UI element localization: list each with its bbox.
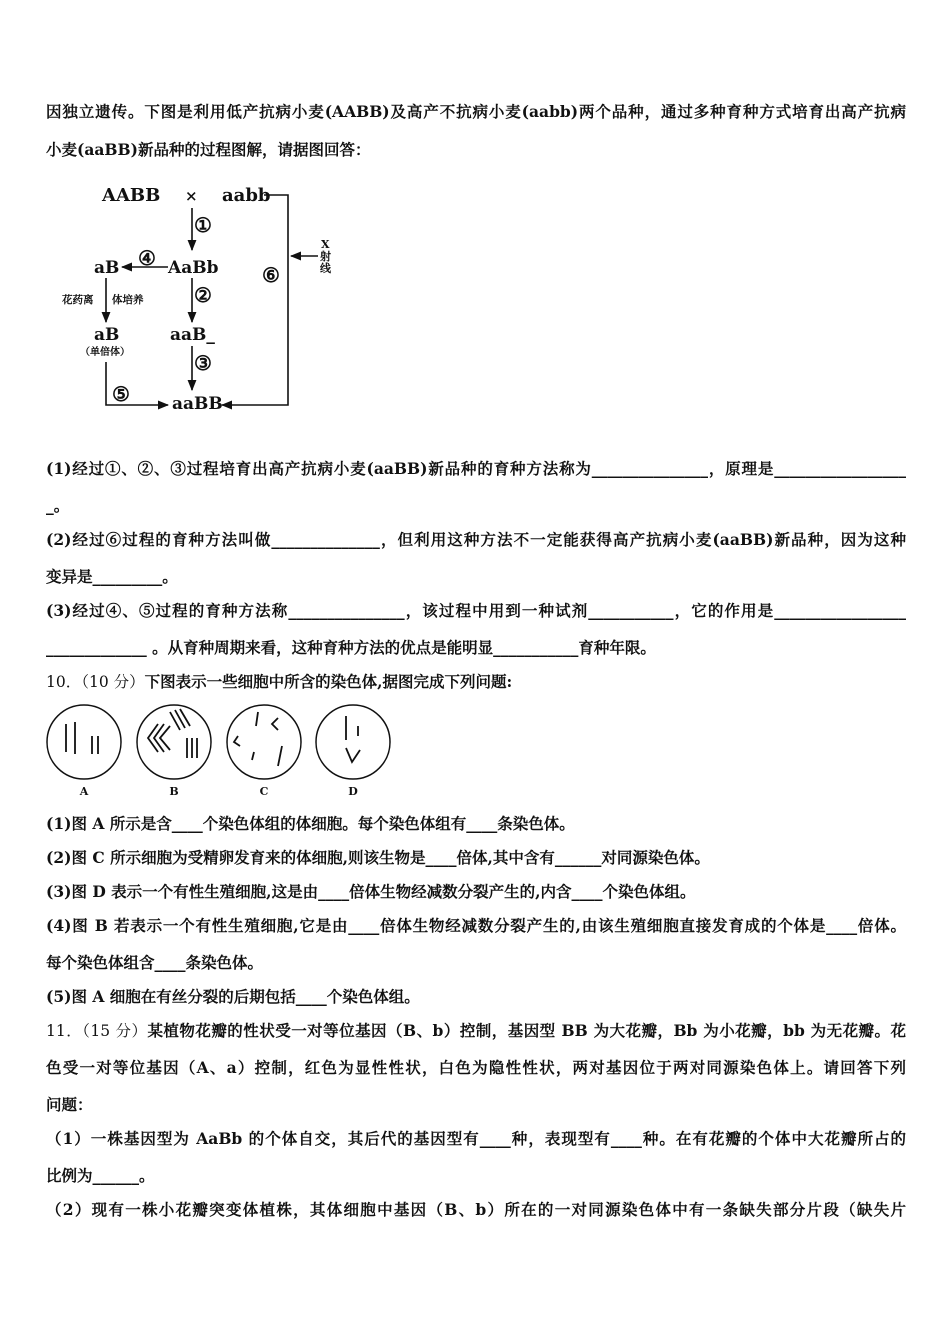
q9-part2-line-1: (2)经过⑥过程的育种方法叫做______________，但利用这种方法不一定能获得高产抗病小麦(aaBB)新品种，因为这种 [46,530,906,549]
step-3-label: ③ [194,351,212,375]
cross-symbol: × [185,187,198,205]
cell-a-chromosomes [66,722,98,754]
xray-label-3: 线 [320,262,331,275]
q10-part3: (3)图 D 表示一个有性生殖细胞,这是由____倍体生物经减数分裂产生的,内含____个染色体组。 [46,882,696,901]
q10-header-text: 下图表示一些细胞中所含的染色体,据图完成下列问题: [144,672,513,691]
parent-aabb-high-yield: aabb [222,185,271,206]
q11-intro-line-2: 色受一对等位基因（A、a）控制，红色为显性性状，白色为隐性性状，两对基因位于两对同源染色体上。请回答下列 [46,1058,906,1077]
step-2-label: ② [194,283,212,307]
q10-part4-line-1: (4)图 B 若表示一个有性生殖细胞,它是由____倍体生物经减数分裂产生的,由该生殖细胞直接发育成的个体是____倍体。 [46,916,906,935]
haploid-genotype: aB [94,325,120,345]
q11-intro-text-1: 某植物花瓣的性状受一对等位基因（B、b）控制，基因型 BB 为大花瓣，Bb 为小花瓣，bb 为无花瓣。花 [147,1021,907,1040]
parent-aabb-resistant: AABB [102,185,161,206]
step-1-label: ① [194,213,212,237]
step-4-label: ④ [138,246,156,270]
f1-genotype: AaBb [168,258,219,278]
cell-d-chromosomes [346,716,360,762]
haploid-note: （单倍体） [80,347,130,358]
cell-label-a: A [79,785,89,798]
q9-part1-line-1: (1)经过①、②、③过程培育出高产抗病小麦(aaBB)新品种的育种方法称为_______________，原理是_________________ [46,459,906,478]
cell-c-chromosomes [234,712,282,766]
q11-part1-line-2: 比例为______。 [46,1166,155,1185]
q10-part2: (2)图 C 所示细胞为受精卵发育来的体细胞,则该生物是____倍体,其中含有______对同源染色体。 [46,848,710,867]
xray-label-1: X [321,238,330,251]
step-5-label: ⑤ [112,382,130,406]
step-6-label: ⑥ [262,263,280,287]
q9-part1-line-2: _。 [46,496,70,515]
cell-label-b: B [169,785,179,798]
q9-part2-line-2: 变异是_________。 [46,567,178,586]
cell-b-outline [137,705,211,779]
q10-part5: (5)图 A 细胞在有丝分裂的后期包括____个染色体组。 [46,987,420,1006]
cell-label-c: C [259,785,269,798]
anther-culture-label-b: 体培养 [112,294,144,306]
f2-genotype: aaB_ [170,325,215,345]
cell-b-chromosomes [148,709,197,758]
q10-number: 10．（10 分） [46,673,145,691]
cell-label-d: D [348,785,358,798]
q9-part3-line-1: (3)经过④、⑤过程的育种方法称_______________，该过程中用到一种试剂___________，它的作用是_________________ [46,601,906,620]
breeding-diagram [62,176,350,421]
q10-header [46,671,906,693]
chromosome-cells-figure [40,700,410,800]
q10-part1: (1)图 A 所示是含____个染色体组的体细胞。每个染色体组有____条染色体。 [46,814,575,833]
q11-intro-line-3: 问题： [46,1095,93,1114]
arrow-step-6 [222,195,288,405]
q11-part2-line-1: （2）现有一株小花瓣突变体植株，其体细胞中基因（B、b）所在的一对同源染色体中有一条缺失部分片段（缺失片 [46,1200,906,1219]
intro-line-2: 小麦(aaBB)新品种的过程图解，请据图回答： [46,140,371,159]
q11-intro-line-1 [46,1020,906,1042]
intro-line-1: 因独立遗传。下图是利用低产抗病小麦(AABB)及高产不抗病小麦(aabb)两个品种，通过多种育种方式培育出高产抗病 [46,102,906,121]
cell-a-outline [47,705,121,779]
q11-number: 11．（15 分） [46,1022,148,1040]
gamete-genotype: aB [94,258,120,278]
xray-label-2: 射 [320,250,331,263]
anther-culture-label-a: 花药离 [62,294,94,306]
q10-part4-line-2: 每个染色体组含____条染色体。 [46,953,264,972]
q11-part1-line-1: （1）一株基因型为 AaBb 的个体自交，其后代的基因型有____种，表现型有____种。在有花瓣的个体中大花瓣所占的 [46,1129,906,1148]
cell-c-outline [227,705,301,779]
cell-d-outline [316,705,390,779]
target-genotype: aaBB [172,394,223,414]
q9-part3-line-2: _____________ 。从育种周期来看，这种育种方法的优点是能明显___________育种年限。 [46,638,656,657]
